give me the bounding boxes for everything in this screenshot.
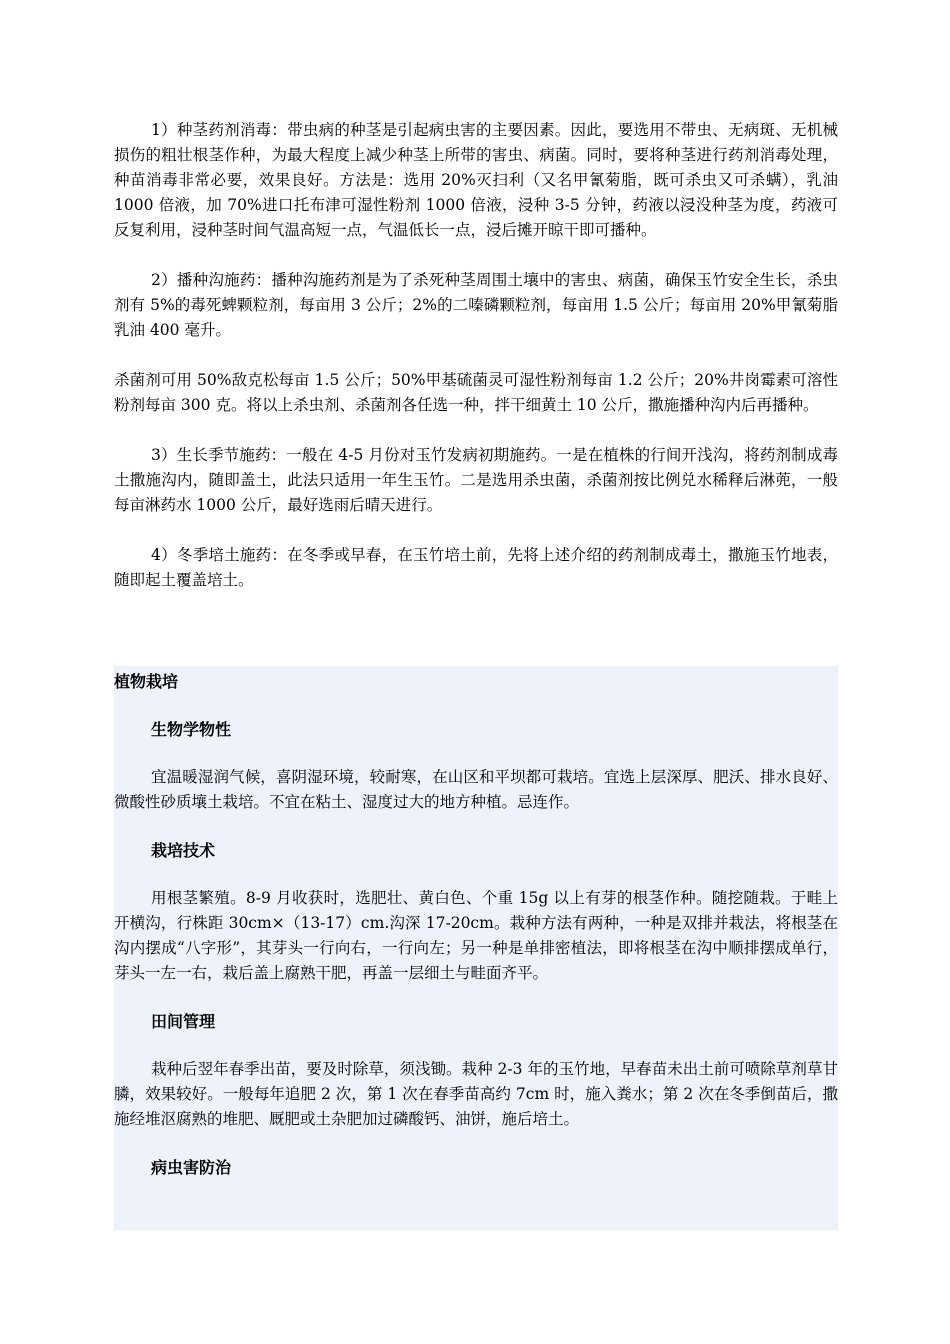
technique-paragraph: 用根茎繁殖。8-9 月收获时，选肥壮、黄白色、个重 15g 以上有芽的根茎作种。随挖随栽。于畦上开横沟，行株距 30cm×（13-17）cm.沟深 17-20cm。栽种方法有两种，一种是双排并栽法，将根茎在沟内摆成“八字形”，其芽头一行向右，一行向左；另一种是单排密植法，即将根茎在沟中顺排摆成单行，芽头一左一右，栽后盖上腐熟干肥，再盖一层细土与畦面齐平。	[114, 889, 838, 982]
seed-stem-disinfection-paragraph: 1）种茎药剂消毒：带虫病的种茎是引起病虫害的主要因素。因此，要选用不带虫、无病斑、无机械损伤的粗壮根茎作种，为最大程度上减少种茎上所带的害虫、病菌。同时，要将种茎进行药剂消毒处理，种苗消毒非常必要，效果良好。方法是：选用 20%灭扫利（又名甲氰菊脂，既可杀虫又可杀螨），乳油 1000 倍液，加 70%进口托布津可湿性粉剂 1000 倍液，浸种 3-5 分钟，药液以浸没种茎为度，药液可反复利用，浸种茎时间气温高短一点，气温低长一点，浸后摊开晾干即可播种。	[114, 121, 838, 239]
cultivation-section	[114, 666, 838, 1230]
technique-heading: 栽培技术	[151, 841, 216, 860]
furrow-treatment-paragraph: 2）播种沟施药：播种沟施药剂是为了杀死种茎周围土壤中的害虫、病菌，确保玉竹安全生长，杀虫剂有 5%的毒死蜱颗粒剂，每亩用 3 公斤；2%的二嗪磷颗粒剂，每亩用 1.5 公斤；每亩用 20%甲氰菊脂乳油 400 毫升。	[114, 271, 838, 339]
field-management-heading: 田间管理	[151, 1012, 216, 1031]
biology-paragraph: 宜温暖湿润气候，喜阴湿环境，较耐寒，在山区和平坝都可栽培。宜选上层深厚、肥沃、排水良好、微酸性砂质壤土栽培。不宜在粘土、湿度过大的地方种植。忌连作。	[114, 768, 838, 811]
growing-season-paragraph: 3）生长季节施药：一般在 4-5 月份对玉竹发病初期施药。一是在植株的行间开浅沟，将药剂制成毒土撒施沟内，随即盖土，此法只适用一年生玉竹。二是选用杀虫菌，杀菌剂按比例兑水稀释后淋蔸，一般每亩淋药水 1000 公斤，最好选雨后晴天进行。	[114, 446, 838, 514]
biology-heading: 生物学物性	[151, 720, 232, 739]
fungicide-paragraph: 杀菌剂可用 50%敌克松每亩 1.5 公斤；50%甲基硫菌灵可湿性粉剂每亩 1.2 公斤；20%井岗霉素可溶性粉剂每亩 300 克。将以上杀虫剂、杀菌剂各任选一种，拌干细黄土 10 公斤，撒施播种沟内后再播种。	[114, 371, 838, 414]
document-page	[114, 118, 838, 593]
winter-treatment-paragraph: 4）冬季培土施药：在冬季或早春，在玉竹培土前，先将上述介绍的药剂制成毒土，撒施玉竹地表，随即起土覆盖培土。	[114, 546, 838, 589]
pest-control-heading: 病虫害防治	[151, 1158, 232, 1177]
field-management-paragraph: 栽种后翌年春季出苗，要及时除草，须浅锄。栽种 2-3 年的玉竹地，早春苗未出土前可喷除草剂草甘膦，效果较好。一般每年追肥 2 次，第 1 次在春季苗高约 7cm 时，施入粪水；第 2 次在冬季倒苗后，撒施经堆沤腐熟的堆肥、厩肥或土杂肥加过磷酸钙、油饼，施后培土。	[114, 1060, 838, 1128]
cultivation-title: 植物栽培	[114, 672, 179, 691]
